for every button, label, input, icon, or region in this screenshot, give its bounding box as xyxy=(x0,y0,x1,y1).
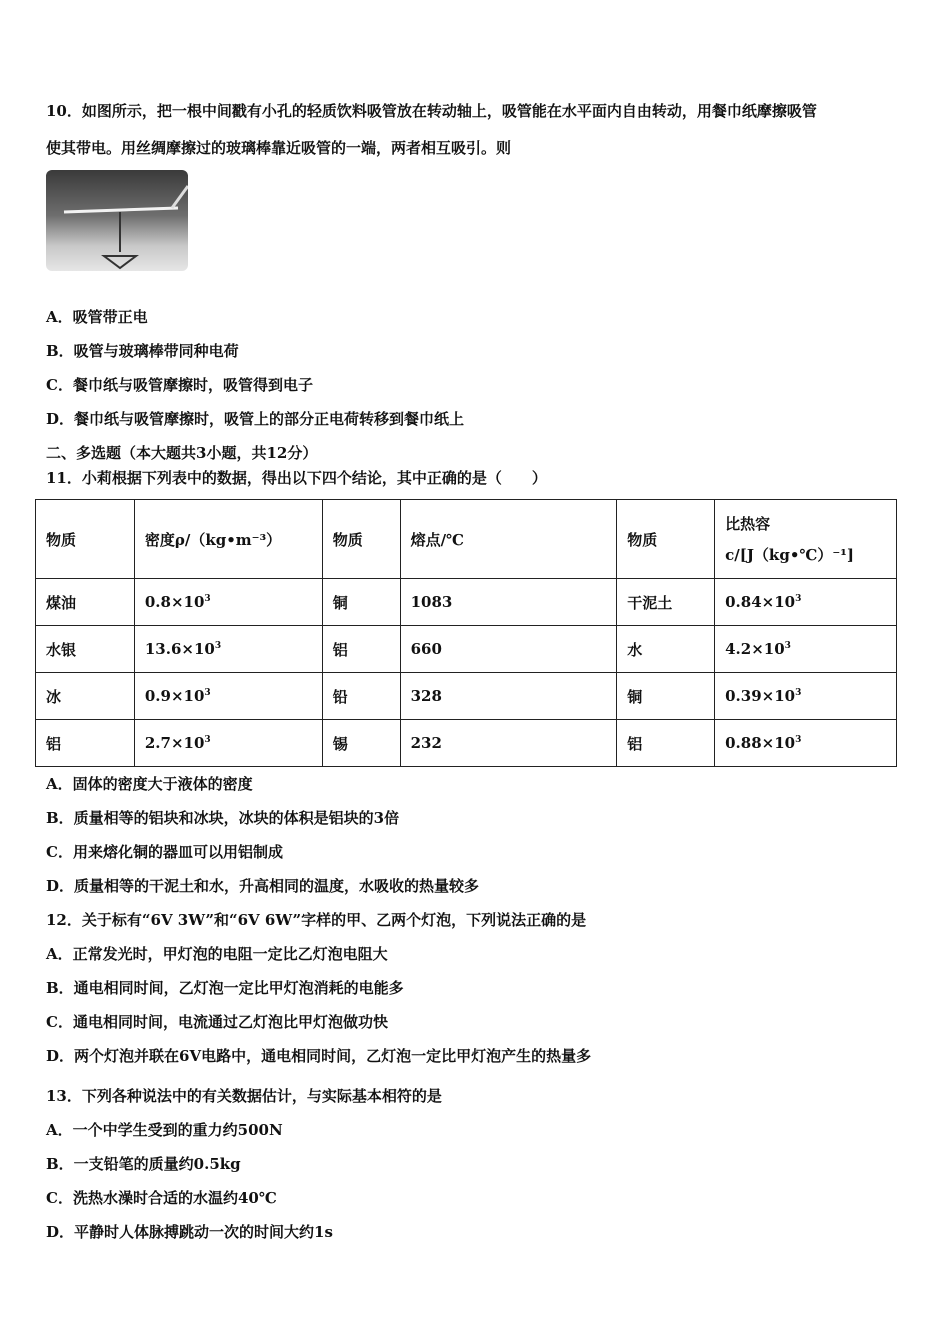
cell-melting-point: 328 xyxy=(400,673,617,720)
cell-material: 铜 xyxy=(322,579,400,626)
header-material-2: 物质 xyxy=(322,500,400,579)
q10-straw-photo xyxy=(46,170,188,271)
header-material-3: 物质 xyxy=(617,500,715,579)
cell-material: 锡 xyxy=(322,720,400,767)
q12-option-b: B．通电相同时间，乙灯泡一定比甲灯泡消耗的电能多 xyxy=(46,979,404,997)
table-row xyxy=(36,720,897,767)
heat-base: 0.88×10 xyxy=(725,734,796,752)
q11-data-table xyxy=(35,499,897,767)
cell-density xyxy=(134,626,322,673)
header-specific-heat-line1: 比热容 xyxy=(725,515,771,533)
q12-option-c: C．通电相同时间，电流通过乙灯泡比甲灯泡做功快 xyxy=(46,1013,388,1031)
q13-stem: 13．下列各种说法中的有关数据估计，与实际基本相符的是 xyxy=(46,1087,442,1105)
cell-material: 干泥土 xyxy=(617,579,715,626)
q10-option-c: C．餐巾纸与吸管摩擦时，吸管得到电子 xyxy=(46,376,313,394)
cell-specific-heat xyxy=(715,579,897,626)
q11-option-b: B．质量相等的铝块和冰块，冰块的体积是铝块的3倍 xyxy=(46,809,400,827)
density-exponent: 3 xyxy=(204,688,211,698)
header-specific-heat-line2: c/[J（kg•℃）⁻¹] xyxy=(725,546,854,564)
section2-title: 二、多选题（本大题共3小题，共12分） xyxy=(46,444,318,462)
cell-specific-heat xyxy=(715,720,897,767)
cell-melting-point: 660 xyxy=(400,626,617,673)
q12-option-a: A．正常发光时，甲灯泡的电阻一定比乙灯泡电阻大 xyxy=(46,945,388,963)
q10-option-a: A．吸管带正电 xyxy=(46,308,148,326)
q13-option-a: A．一个中学生受到的重力约500N xyxy=(46,1121,283,1139)
q11-option-d: D．质量相等的干泥土和水，升高相同的温度，水吸收的热量较多 xyxy=(46,877,480,895)
header-density: 密度ρ/（kg•m⁻³） xyxy=(134,500,322,579)
density-exponent: 3 xyxy=(204,735,211,745)
cell-material: 铝 xyxy=(36,720,135,767)
q11-option-a: A．固体的密度大于液体的密度 xyxy=(46,775,253,793)
heat-exponent: 3 xyxy=(784,641,791,651)
q10-stem-line2: 使其带电。用丝绸摩擦过的玻璃棒靠近吸管的一端，两者相互吸引。则 xyxy=(46,139,512,157)
table-row xyxy=(36,579,897,626)
heat-exponent: 3 xyxy=(795,688,802,698)
q12-option-d: D．两个灯泡并联在6V电路中，通电相同时间，乙灯泡一定比甲灯泡产生的热量多 xyxy=(46,1047,592,1065)
q13-option-d: D．平静时人体脉搏跳动一次的时间大约1s xyxy=(46,1223,333,1241)
q10-option-b: B．吸管与玻璃棒带同种电荷 xyxy=(46,342,239,360)
heat-base: 0.39×10 xyxy=(725,687,796,705)
table-row xyxy=(36,673,897,720)
cell-melting-point: 1083 xyxy=(400,579,617,626)
cell-material: 铜 xyxy=(617,673,715,720)
q10-stem-line1: 10．如图所示，把一根中间戳有小孔的轻质饮料吸管放在转动轴上，吸管能在水平面内自由转动，用餐巾纸摩擦吸管 xyxy=(46,102,817,120)
heat-exponent: 3 xyxy=(795,735,802,745)
cell-density xyxy=(134,720,322,767)
table-header-row xyxy=(36,500,897,579)
cell-melting-point: 232 xyxy=(400,720,617,767)
density-base: 2.7×10 xyxy=(144,734,205,752)
density-exponent: 3 xyxy=(204,594,211,604)
cell-specific-heat xyxy=(715,626,897,673)
q11-stem: 11．小莉根据下列表中的数据，得出以下四个结论，其中正确的是（ ） xyxy=(46,469,547,487)
cell-specific-heat xyxy=(715,673,897,720)
heat-exponent: 3 xyxy=(795,594,802,604)
q10-option-d: D．餐巾纸与吸管摩擦时，吸管上的部分正电荷转移到餐巾纸上 xyxy=(46,410,465,428)
q13-option-c: C．洗热水澡时合适的水温约40℃ xyxy=(46,1189,277,1207)
cell-material: 水 xyxy=(617,626,715,673)
density-exponent: 3 xyxy=(214,641,222,651)
heat-base: 0.84×10 xyxy=(725,593,796,611)
q11-option-c: C．用来熔化铜的器皿可以用铝制成 xyxy=(46,843,283,861)
table-row xyxy=(36,626,897,673)
cell-density xyxy=(134,579,322,626)
q12-stem: 12．关于标有“6V 3W”和“6V 6W”字样的甲、乙两个灯泡，下列说法正确的是 xyxy=(46,911,587,929)
heat-base: 4.2×10 xyxy=(725,640,785,658)
density-base: 0.9×10 xyxy=(144,687,205,705)
header-specific-heat xyxy=(715,500,897,579)
density-base: 13.6×10 xyxy=(144,640,215,658)
cell-material: 煤油 xyxy=(36,579,135,626)
header-material-1: 物质 xyxy=(36,500,135,579)
cell-material: 水银 xyxy=(36,626,135,673)
straw-on-axis-image xyxy=(46,170,188,271)
cell-material: 铝 xyxy=(617,720,715,767)
density-base: 0.8×10 xyxy=(144,593,205,611)
cell-density xyxy=(134,673,322,720)
cell-material: 冰 xyxy=(36,673,135,720)
q13-option-b: B．一支铅笔的质量约0.5kg xyxy=(46,1155,241,1173)
header-melting-point: 熔点/℃ xyxy=(400,500,617,579)
cell-material: 铝 xyxy=(322,626,400,673)
cell-material: 铅 xyxy=(322,673,400,720)
